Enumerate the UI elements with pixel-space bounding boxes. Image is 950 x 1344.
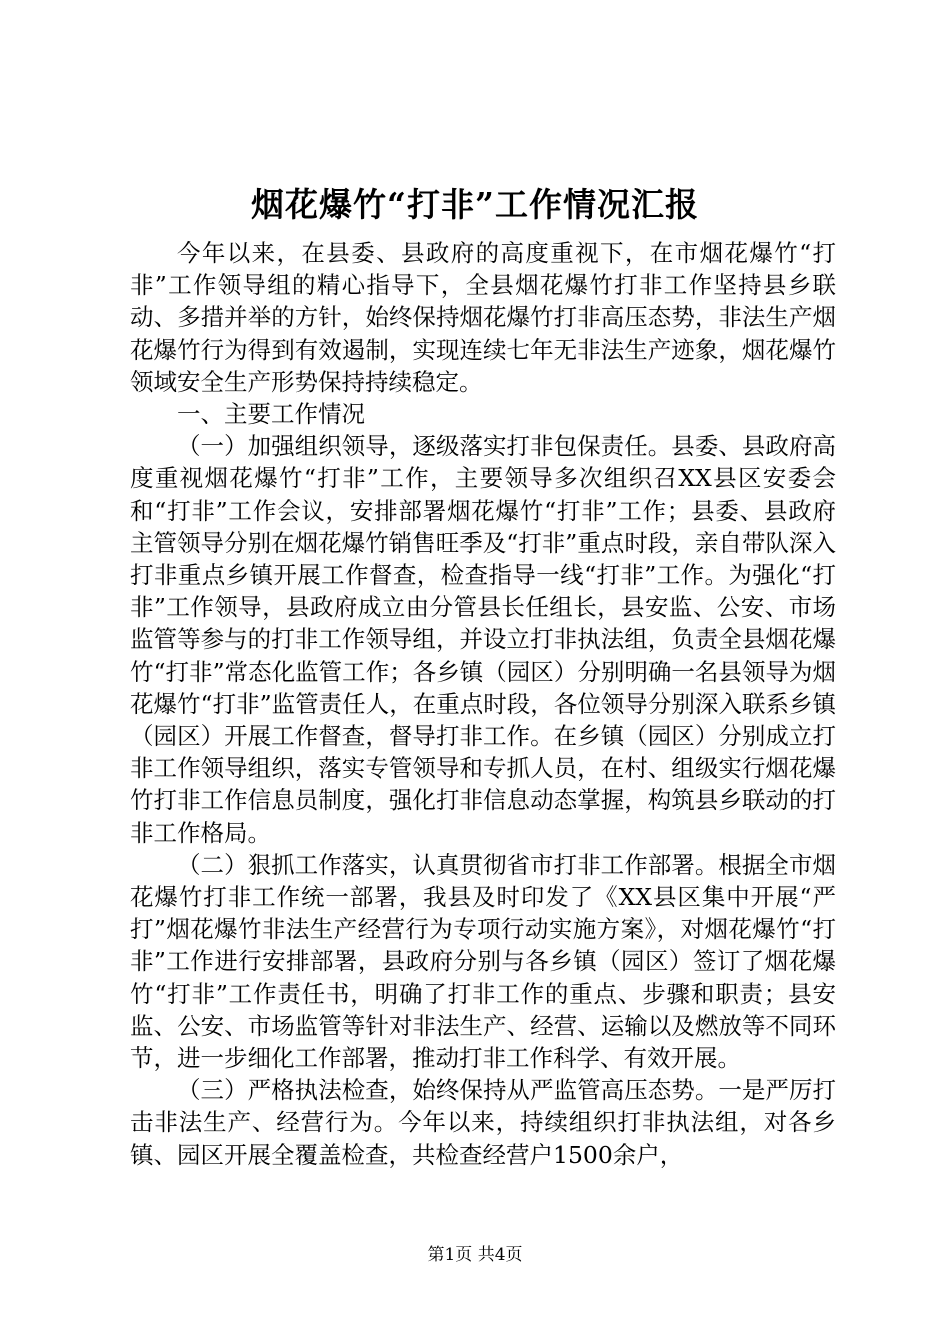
- document-title: 烟花爆竹“打非”工作情况汇报: [251, 185, 699, 224]
- paragraph-item-3: （三）严格执法检查，始终保持从严监管高压态势。一是严厉打击非法生产、经营行为。今年以来，持续组织打非执法组，对各乡镇、园区开展全覆盖检查，共检查经营户1500余户，: [130, 1076, 836, 1169]
- document-body: [130, 237, 836, 1171]
- page-number-footer: 第1页 共4页: [427, 1245, 523, 1265]
- section-heading: 一、主要工作情况: [177, 400, 365, 429]
- paragraph-item-1: （一）加强组织领导，逐级落实打非包保责任。县委、县政府高度重视烟花爆竹“打非”工作，主要领导多次组织召XX县区安委会和“打非”工作会议，安排部署烟花爆竹“打非”工作；县委、县政府主管领导分别在烟花爆竹销售旺季及“打非”重点时段，亲自带队深入打非重点乡镇开展工作督查，检查指导一线“打非”工作。为强化“打非”工作领导，县政府成立由分管县长任组长，县安监、公安、市场监管等参与的打非工作领导组，并设立打非执法组，负责全县烟花爆竹“打非”常态化监管工作；各乡镇（园区）分别明确一名县领导为烟花爆竹“打非”监管责任人，在重点时段，各位领导分别深入联系乡镇（园区）开展工作督查，督导打非工作。在乡镇（园区）分别成立打非工作领导组织，落实专管领导和专抓人员，在村、组级实行烟花爆竹打非工作信息员制度，强化打非信息动态掌握，构筑县乡联动的打非工作格局。: [130, 432, 836, 847]
- paragraph-intro: 今年以来，在县委、县政府的高度重视下，在市烟花爆竹“打非”工作领导组的精心指导下，全县烟花爆竹打非工作坚持县乡联动、多措并举的方针，始终保持烟花爆竹打非高压态势，非法生产烟花爆竹行为得到有效遏制，实现连续七年无非法生产迹象，烟花爆竹领域安全生产形势保持持续稳定。: [130, 239, 836, 396]
- paragraph-item-2: （二）狠抓工作落实，认真贯彻省市打非工作部署。根据全市烟花爆竹打非工作统一部署，我县及时印发了《XX县区集中开展“严打”烟花爆竹非法生产经营行为专项行动实施方案》，对烟花爆竹“打非”工作进行安排部署，县政府分别与各乡镇（园区）签订了烟花爆竹“打非”工作责任书，明确了打非工作的重点、步骤和职责；县安监、公安、市场监管等针对非法生产、经营、运输以及燃放等不同环节，进一步细化工作部署，推动打非工作科学、有效开展。: [130, 850, 836, 1073]
